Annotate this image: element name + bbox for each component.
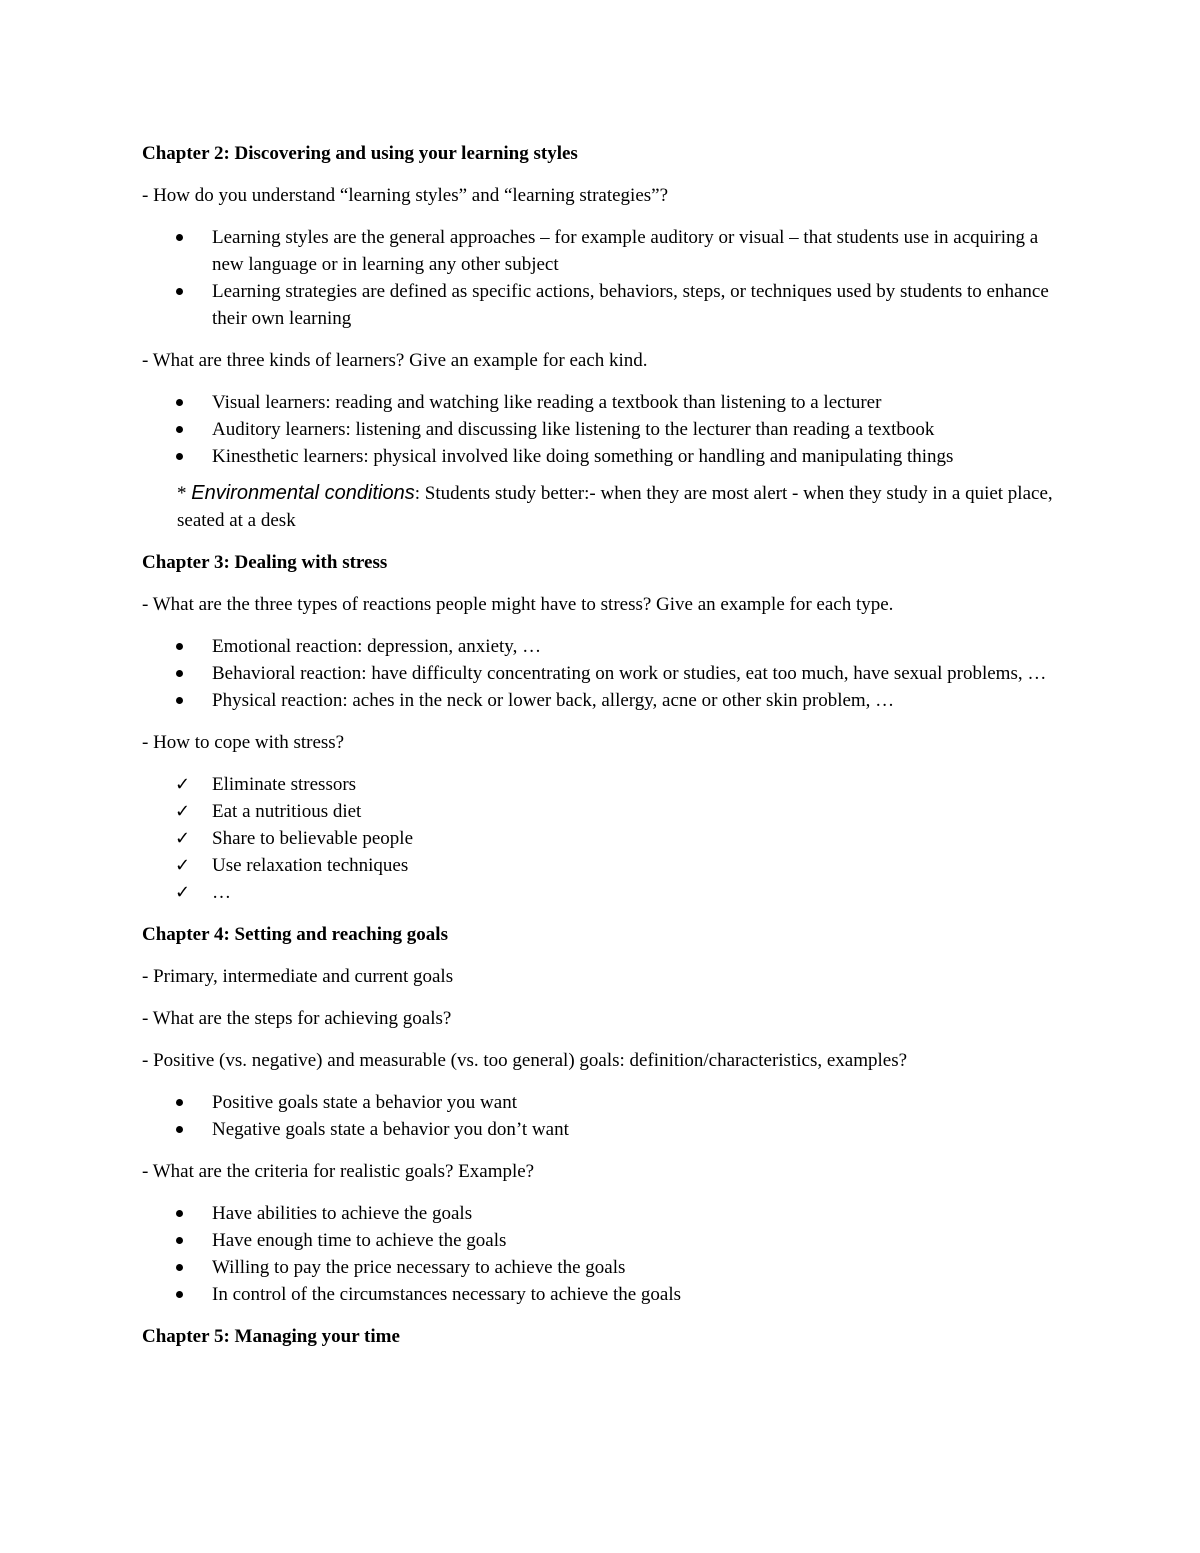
list-item — [142, 879, 1072, 906]
list-item — [142, 1116, 1072, 1143]
list-item-text: Have abilities to achieve the goals — [212, 1203, 473, 1224]
note-text: : Students study better:- when they are most alert - when they study in a quiet place, seated at a desk — [177, 483, 1053, 531]
chapter-4-point-2: - What are the steps for achieving goals? — [142, 1008, 452, 1029]
list-item — [142, 1200, 1072, 1227]
chapter-4-point-4: - What are the criteria for realistic goals? Example? — [142, 1161, 535, 1182]
checkmark-icon: ✓ — [175, 882, 191, 903]
chapter-2-question-1: - How do you understand “learning styles” and “learning strategies”? — [142, 185, 669, 206]
checkmark-icon: ✓ — [175, 774, 191, 795]
chapter-4-point-4-list — [142, 1200, 1072, 1308]
list-item-text: … — [212, 882, 231, 903]
chapter-3-heading: Chapter 3: Dealing with stress — [142, 552, 388, 573]
list-item — [142, 224, 1072, 278]
chapter-4-point-3-list — [142, 1089, 1072, 1143]
chapter-2-question-2: - What are three kinds of learners? Give an example for each kind. — [142, 350, 648, 371]
chapter-3-question-1-list — [142, 633, 1072, 714]
list-item-text: Have enough time to achieve the goals — [212, 1230, 507, 1251]
list-item-text: Auditory learners: listening and discussing like listening to the lecturer than reading a textbook — [212, 419, 935, 440]
list-item — [142, 798, 1072, 825]
list-item — [142, 687, 1072, 714]
checkmark-icon: ✓ — [175, 801, 191, 822]
list-item-text: Kinesthetic learners: physical involved like doing something or handling and manipulating things — [212, 446, 954, 467]
list-item-text: Use relaxation techniques — [212, 855, 409, 876]
list-item-text: Eat a nutritious diet — [212, 801, 362, 822]
list-item — [142, 1089, 1072, 1116]
list-item-text: In control of the circumstances necessary to achieve the goals — [212, 1284, 682, 1305]
chapter-2-question-1-list — [142, 224, 1072, 332]
list-item-text: Learning styles are the general approaches – for example auditory or visual – that students use in acquiring a new language or in learning any other subject — [212, 227, 1039, 275]
list-item — [142, 852, 1072, 879]
list-item — [142, 825, 1072, 852]
chapter-2-heading: Chapter 2: Discovering and using your learning styles — [142, 143, 578, 164]
environmental-conditions-note — [142, 480, 1072, 534]
list-item-text: Eliminate stressors — [212, 774, 357, 795]
note-prefix: * — [177, 483, 192, 504]
chapter-5-heading: Chapter 5: Managing your time — [142, 1326, 400, 1347]
note-italic-term: Environmental conditions — [191, 482, 415, 504]
list-item-text: Positive goals state a behavior you want — [212, 1092, 517, 1113]
list-item-text: Behavioral reaction: have difficulty concentrating on work or studies, eat too much, have sexual problems, … — [212, 663, 1047, 684]
list-item-text: Willing to pay the price necessary to achieve the goals — [212, 1257, 626, 1278]
list-item-text: Visual learners: reading and watching like reading a textbook than listening to a lecturer — [212, 392, 882, 413]
list-item-text: Learning strategies are defined as specific actions, behaviors, steps, or techniques used by students to enhance their own learning — [212, 281, 1049, 329]
checkmark-icon: ✓ — [175, 828, 191, 849]
list-item — [142, 443, 1072, 470]
chapter-2-question-2-list — [142, 389, 1072, 470]
list-item — [142, 1227, 1072, 1254]
checkmark-icon: ✓ — [175, 855, 191, 876]
list-item — [142, 416, 1072, 443]
list-item-text: Emotional reaction: depression, anxiety, … — [212, 636, 542, 657]
list-item-text: Physical reaction: aches in the neck or lower back, allergy, acne or other skin problem, … — [212, 690, 895, 711]
list-item — [142, 660, 1072, 687]
chapter-3-question-2: - How to cope with stress? — [142, 732, 345, 753]
list-item — [142, 278, 1072, 332]
chapter-3-question-1: - What are the three types of reactions people might have to stress? Give an example for each type. — [142, 594, 894, 615]
list-item — [142, 1281, 1072, 1308]
chapter-4-point-1: - Primary, intermediate and current goals — [142, 966, 454, 987]
list-item — [142, 389, 1072, 416]
list-item-text: Negative goals state a behavior you don’t want — [212, 1119, 569, 1140]
list-item — [142, 771, 1072, 798]
list-item — [142, 1254, 1072, 1281]
chapter-4-point-3: - Positive (vs. negative) and measurable (vs. too general) goals: definition/characteristics, examples? — [142, 1050, 908, 1071]
chapter-4-heading: Chapter 4: Setting and reaching goals — [142, 924, 448, 945]
list-item — [142, 633, 1072, 660]
document-page — [142, 140, 1072, 1365]
chapter-3-question-2-list — [142, 771, 1072, 906]
list-item-text: Share to believable people — [212, 828, 414, 849]
